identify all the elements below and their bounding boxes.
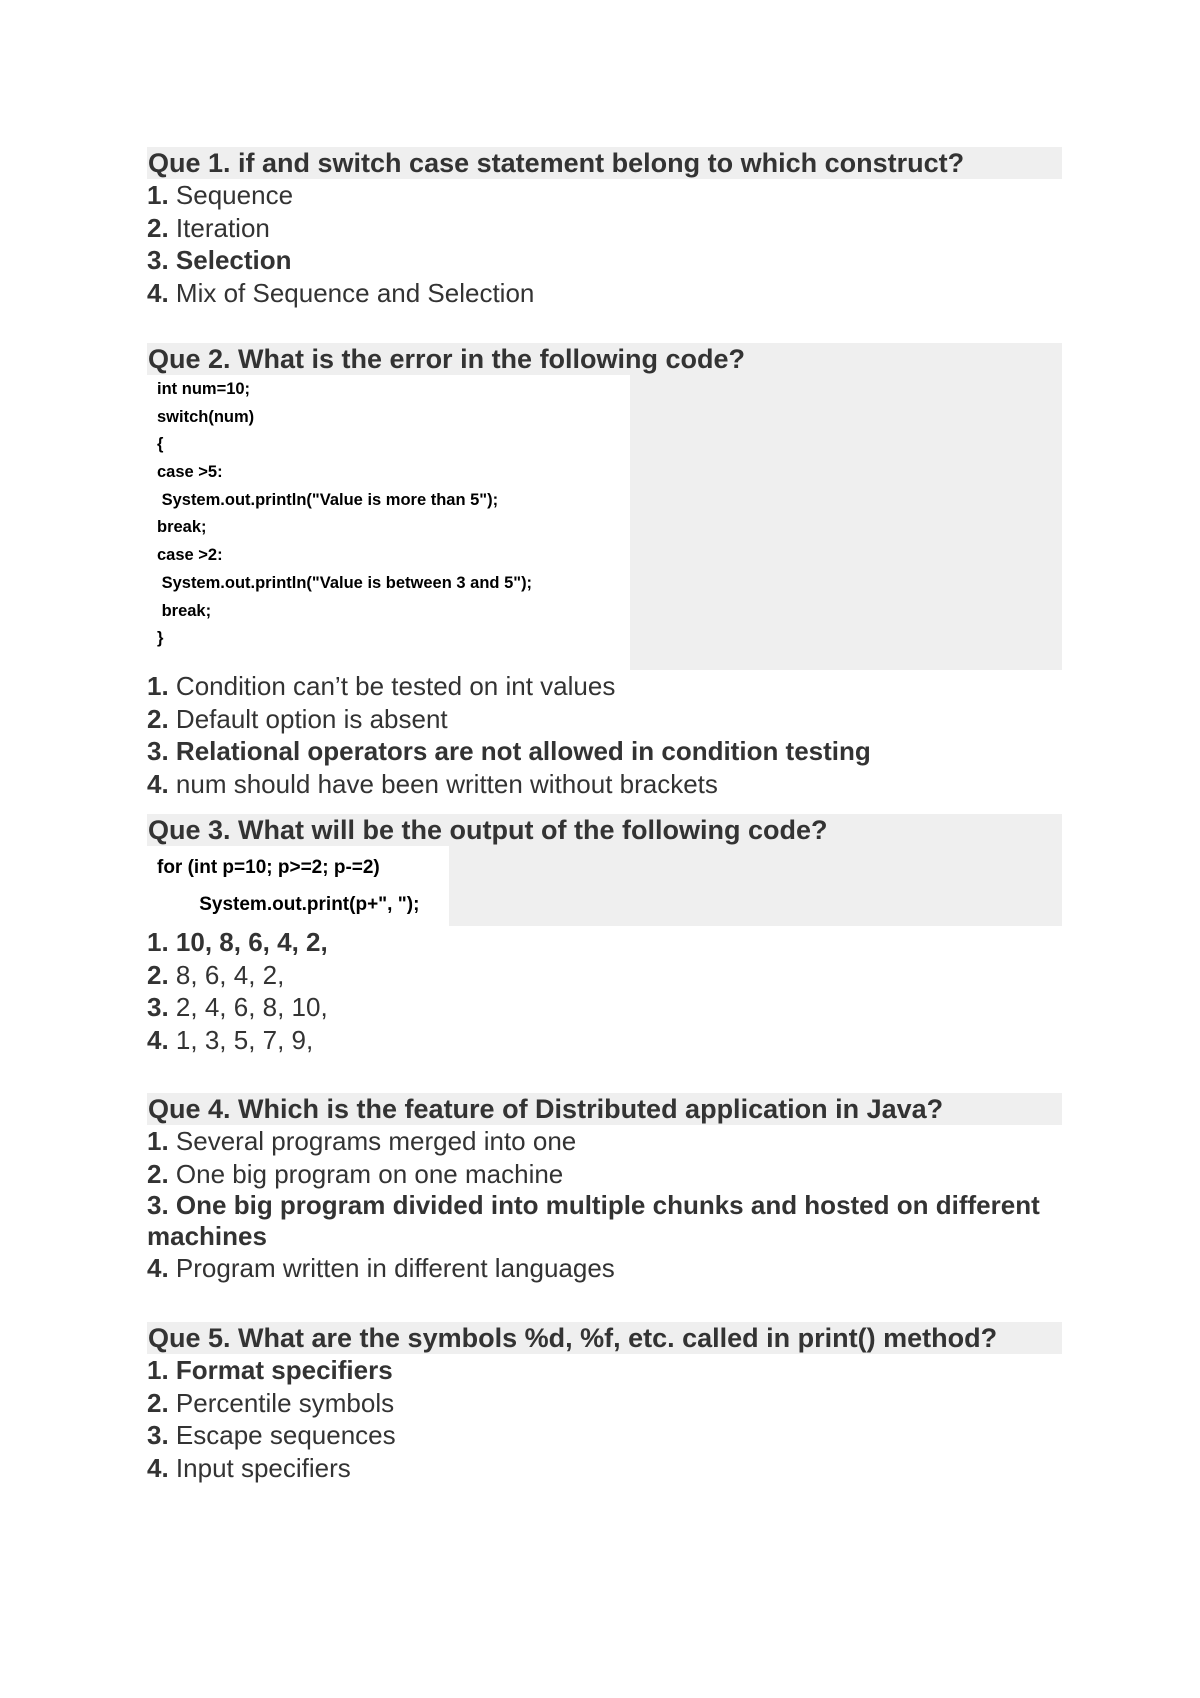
option-1-correct: 1. Format specifiers (147, 1355, 393, 1385)
code-line: System.out.print(p+", "); (157, 894, 420, 915)
code-line: switch(num) (157, 407, 255, 426)
option-4: 4. Mix of Sequence and Selection (147, 277, 535, 308)
code-shade (449, 846, 1062, 926)
code-snippet (147, 375, 630, 670)
question-title: Que 3. What will be the output of the following code? (147, 814, 1062, 846)
option-2: 2. One big program on one machine (147, 1158, 564, 1189)
question-1 (147, 147, 1062, 309)
code-line: case >2: (157, 546, 223, 565)
option-2: 2. Percentile symbols (147, 1387, 395, 1418)
code-line: int num=10; (157, 380, 251, 398)
option-2: 2. 8, 6, 4, 2, (147, 959, 285, 990)
option-4: 4. Program written in different languages (147, 1253, 615, 1283)
option-4: 4. Input specifiers (147, 1452, 351, 1483)
code-line: break; (157, 601, 212, 620)
code-block (147, 846, 1062, 926)
question-5 (147, 1322, 1062, 1484)
code-line: break; (157, 518, 207, 537)
code-block (147, 375, 1062, 670)
question-title: Que 1. if and switch case statement belong to which construct? (147, 147, 1062, 179)
question-4 (147, 1093, 1062, 1285)
question-title: Que 5. What are the symbols %d, %f, etc. called in print() method? (147, 1322, 1062, 1354)
code-line: { (157, 435, 164, 454)
option-3: 3. Escape sequences (147, 1420, 396, 1450)
code-line: for (int p=10; p>=2; p-=2) (157, 857, 380, 878)
option-3-correct: 3. One big program divided into multiple chunks and hosted on different machines (147, 1190, 1040, 1251)
code-line: System.out.println("Value is more than 5"); (157, 490, 499, 509)
option-4: 4. num should have been written without brackets (147, 768, 718, 799)
code-line: case >5: (157, 463, 223, 482)
option-1: 1. Sequence (147, 180, 294, 210)
option-3-correct: 3. Relational operators are not allowed in condition testing (147, 736, 871, 766)
code-line: System.out.println("Value is between 3 and 5"); (157, 573, 533, 592)
option-1: 1. Several programs merged into one (147, 1126, 577, 1156)
question-3 (147, 814, 1062, 1056)
option-4: 4. 1, 3, 5, 7, 9, (147, 1024, 314, 1055)
code-line: } (157, 629, 164, 648)
code-snippet (147, 846, 449, 926)
option-3-correct: 3. Selection (147, 245, 292, 275)
option-1-correct: 1. 10, 8, 6, 4, 2, (147, 927, 328, 957)
question-title: Que 2. What is the error in the following code? (147, 343, 1062, 375)
question-title: Que 4. Which is the feature of Distributed application in Java? (147, 1093, 1062, 1125)
option-1: 1. Condition can’t be tested on int values (147, 671, 616, 701)
option-3: 3. 2, 4, 6, 8, 10, (147, 992, 328, 1022)
option-2: 2. Default option is absent (147, 703, 448, 734)
option-2: 2. Iteration (147, 212, 270, 243)
code-shade (630, 375, 1062, 670)
question-2 (147, 343, 1062, 800)
